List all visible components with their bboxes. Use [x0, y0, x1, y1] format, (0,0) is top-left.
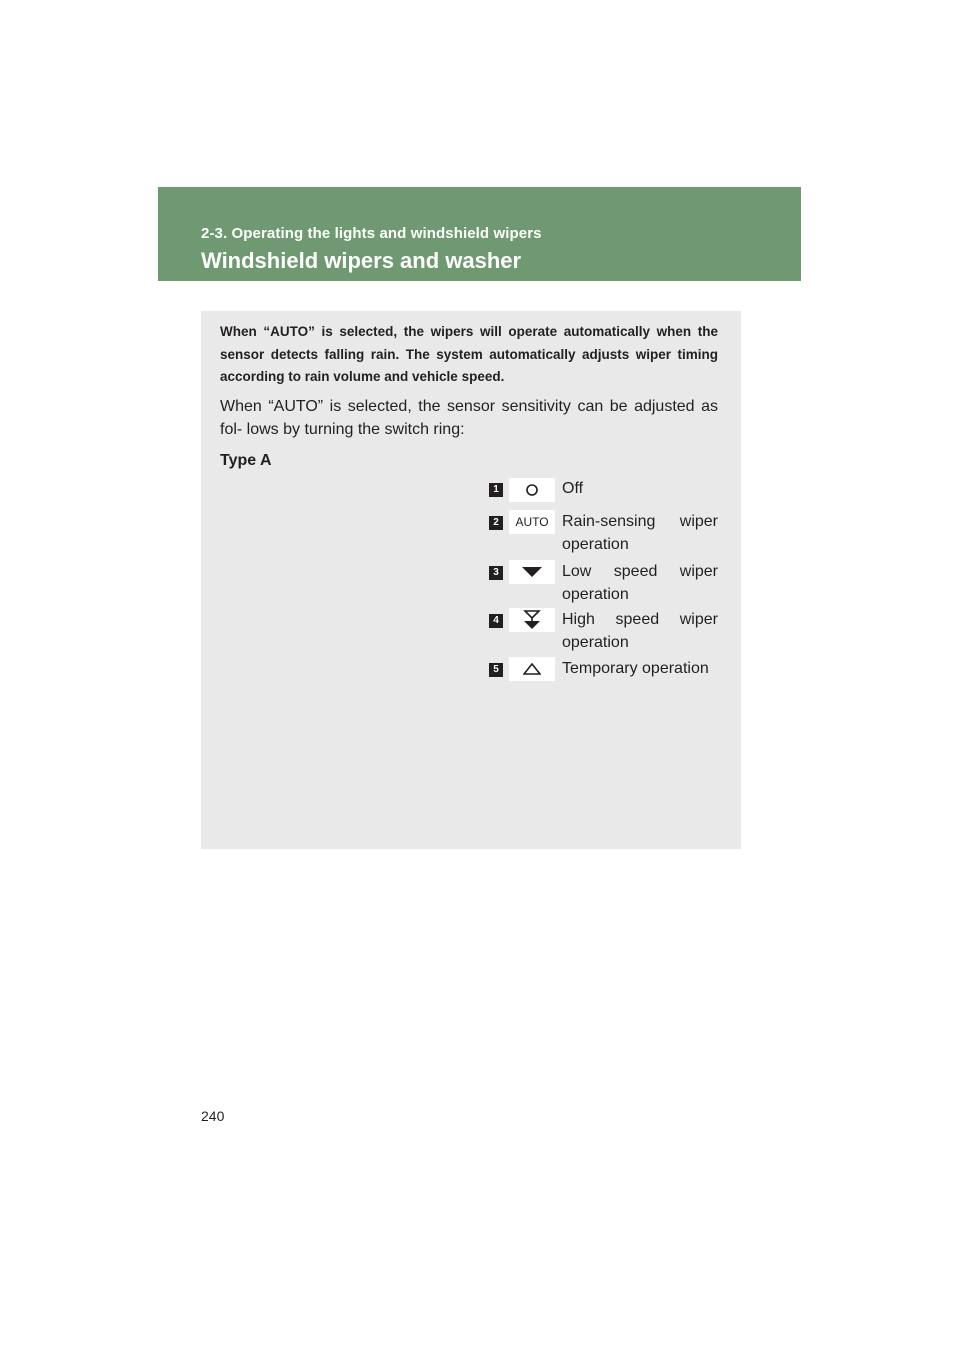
info-panel [201, 311, 741, 849]
down-arrow-icon [509, 560, 555, 584]
page-number: 240 [201, 1108, 225, 1124]
section-title: 2-3. Operating the lights and windshield wipers [201, 225, 542, 242]
intro-text: When “AUTO” is selected, the wipers will operate automatically when the sensor detects falling rain. The system automatically adjusts wiper timing according to rain volume and vehicle speed. [220, 324, 718, 384]
item-number: 2 [489, 516, 503, 530]
double-down-arrow-icon [509, 608, 555, 632]
page-title: Windshield wipers and washer [201, 248, 522, 273]
section-header [158, 187, 801, 281]
type-label: Type A [220, 452, 272, 469]
off-circle-icon [509, 478, 555, 502]
item-number: 1 [489, 483, 503, 497]
sensitivity-paragraph: When “AUTO” is selected, the sensor sensitivity can be adjusted as fol- lows by turning the switch ring: [220, 398, 718, 438]
auto-symbol: AUTO [509, 510, 555, 534]
item-description: Rain-sensing wiper operation [562, 513, 718, 553]
item-description: Temporary operation [562, 660, 709, 677]
item-description: Off [562, 480, 584, 497]
up-triangle-outline-icon [509, 657, 555, 681]
item-description: High speed wiper operation [562, 611, 718, 651]
item-number: 4 [489, 614, 503, 628]
item-number: 5 [489, 663, 503, 677]
item-description: Low speed wiper operation [562, 563, 718, 603]
item-number: 3 [489, 566, 503, 580]
